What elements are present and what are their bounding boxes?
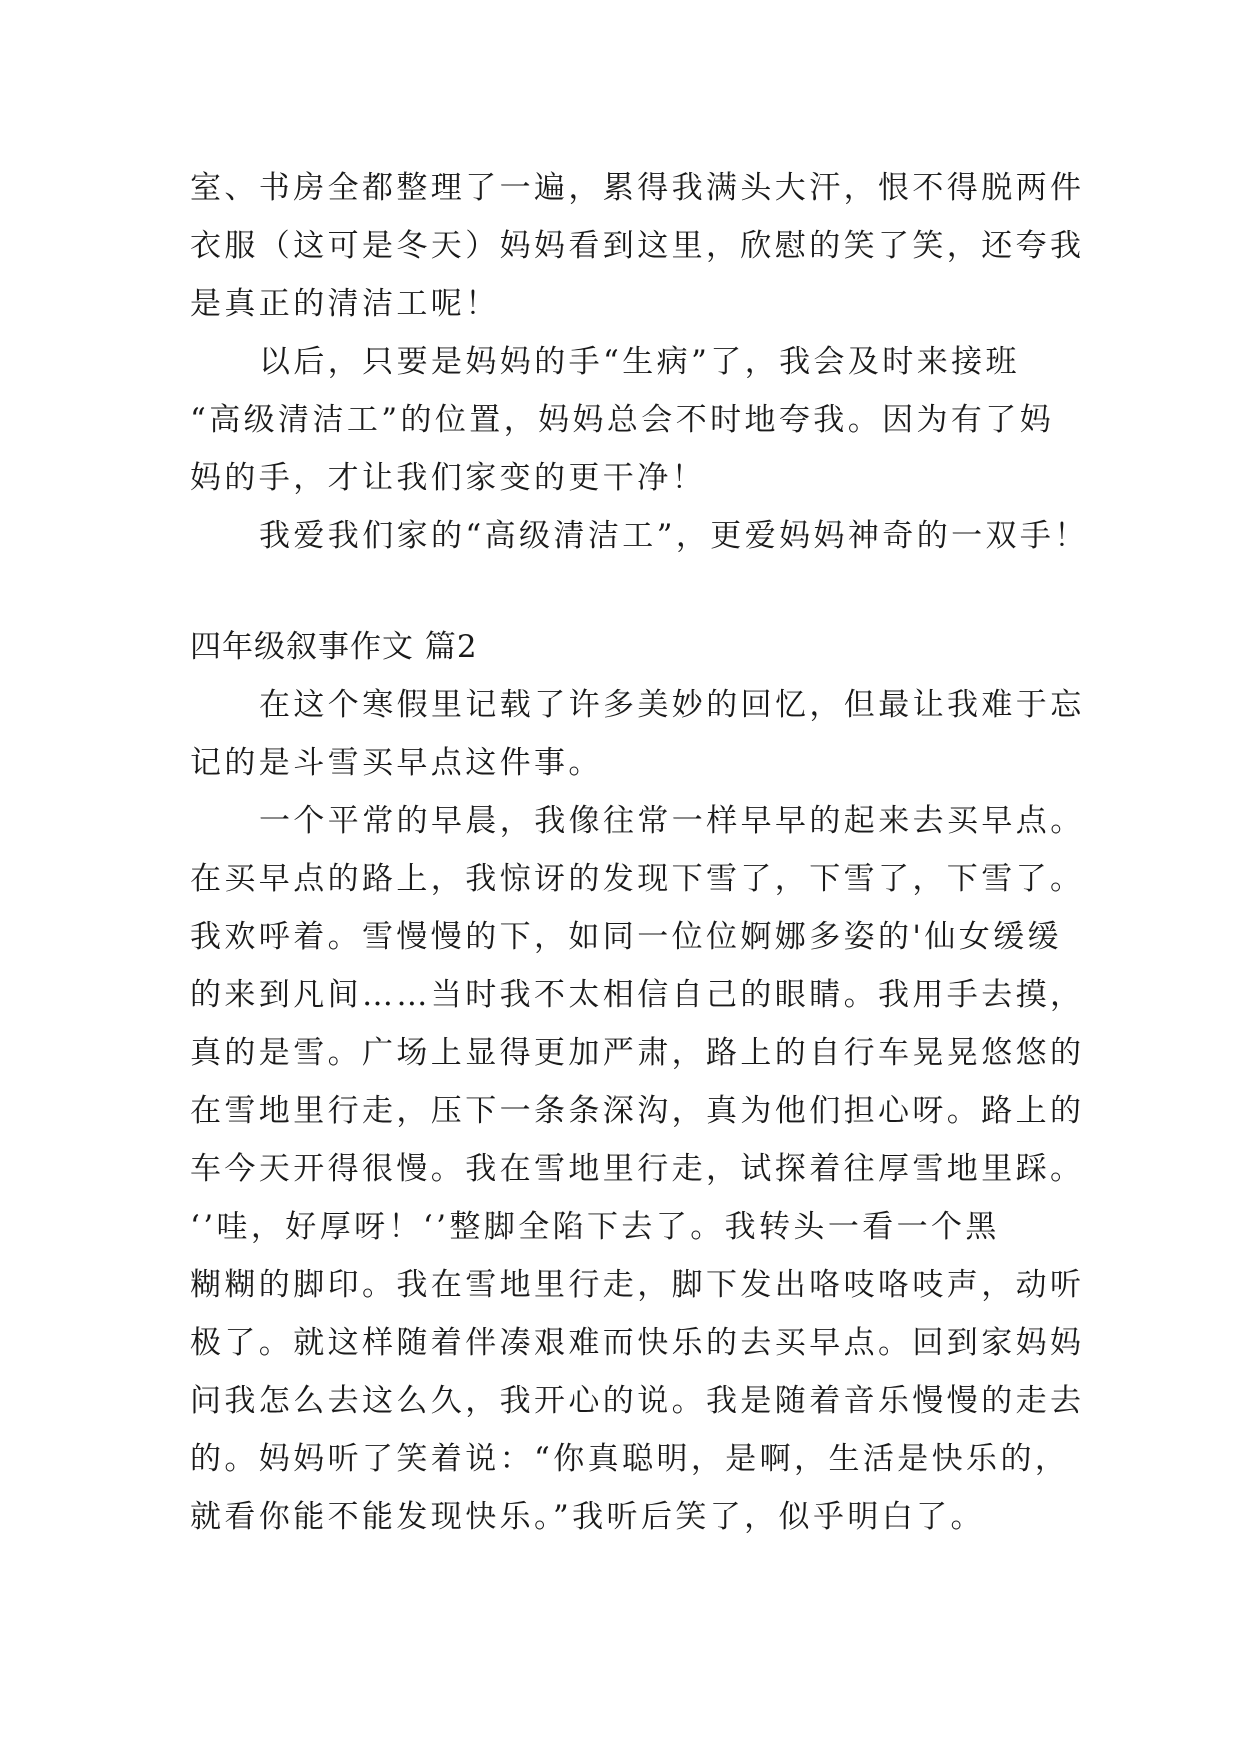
- paragraph-line: 衣服（这可是冬天）妈妈看到这里，欣慰的笑了笑，还夸我: [190, 228, 1085, 264]
- paragraph-line: 是真正的清洁工呢！: [190, 286, 500, 322]
- paragraph-line: 记的是斗雪买早点这件事。: [190, 745, 603, 781]
- paragraph-line: 室、书房全都整理了一遍，累得我满头大汗，恨不得脱两件: [190, 170, 1085, 206]
- paragraph-line: 的来到凡间……当时我不太相信自己的眼睛。我用手去摸，: [190, 977, 1085, 1013]
- paragraph-line: 妈的手，才让我们家变的更干净！: [190, 460, 706, 496]
- paragraph-line: 极了。就这样随着伴凑艰难而快乐的去买早点。回到家妈妈: [190, 1325, 1085, 1361]
- paragraph-line: 以后，只要是妈妈的手“生病”了，我会及时来接班: [259, 344, 1020, 380]
- paragraph-line: 在这个寒假里记载了许多美妙的回忆，但最让我难于忘: [259, 687, 1085, 723]
- section-heading: 四年级叙事作文 篇2: [190, 629, 478, 665]
- paragraph-line: “高级清洁工”的位置，妈妈总会不时地夸我。因为有了妈: [190, 402, 1055, 438]
- paragraph-line: 问我怎么去这么久，我开心的说。我是随着音乐慢慢的走去: [190, 1383, 1085, 1419]
- paragraph-line: 我欢呼着。雪慢慢的下，如同一位位婀娜多姿的'仙女缓缓: [190, 919, 1062, 955]
- paragraph-line: 的。妈妈听了笑着说：“你真聪明，是啊，生活是快乐的，: [190, 1441, 1070, 1477]
- paragraph-line: 糊糊的脚印。我在雪地里行走，脚下发出咯吱咯吱声，动听: [190, 1267, 1085, 1303]
- paragraph-line: 真的是雪。广场上显得更加严肃，路上的自行车晃晃悠悠的: [190, 1035, 1085, 1071]
- paragraph-line: 车今天开得很慢。我在雪地里行走，试探着往厚雪地里踩。: [190, 1151, 1085, 1187]
- paragraph-line: 就看你能不能发现快乐。”我听后笑了，似乎明白了。: [190, 1499, 985, 1535]
- paragraph-line: 一个平常的早晨，我像往常一样早早的起来去买早点。: [259, 803, 1085, 839]
- paragraph-line: ‘’哇，好厚呀！‘’整脚全陷下去了。我转头一看一个黑: [190, 1209, 1000, 1245]
- paragraph-line: 在买早点的路上，我惊讶的发现下雪了，下雪了，下雪了。: [190, 861, 1085, 897]
- paragraph-line: 我爱我们家的“高级清洁工”，更爱妈妈神奇的一双手！: [259, 518, 1089, 554]
- paragraph-line: 在雪地里行走，压下一条条深沟，真为他们担心呀。路上的: [190, 1093, 1085, 1129]
